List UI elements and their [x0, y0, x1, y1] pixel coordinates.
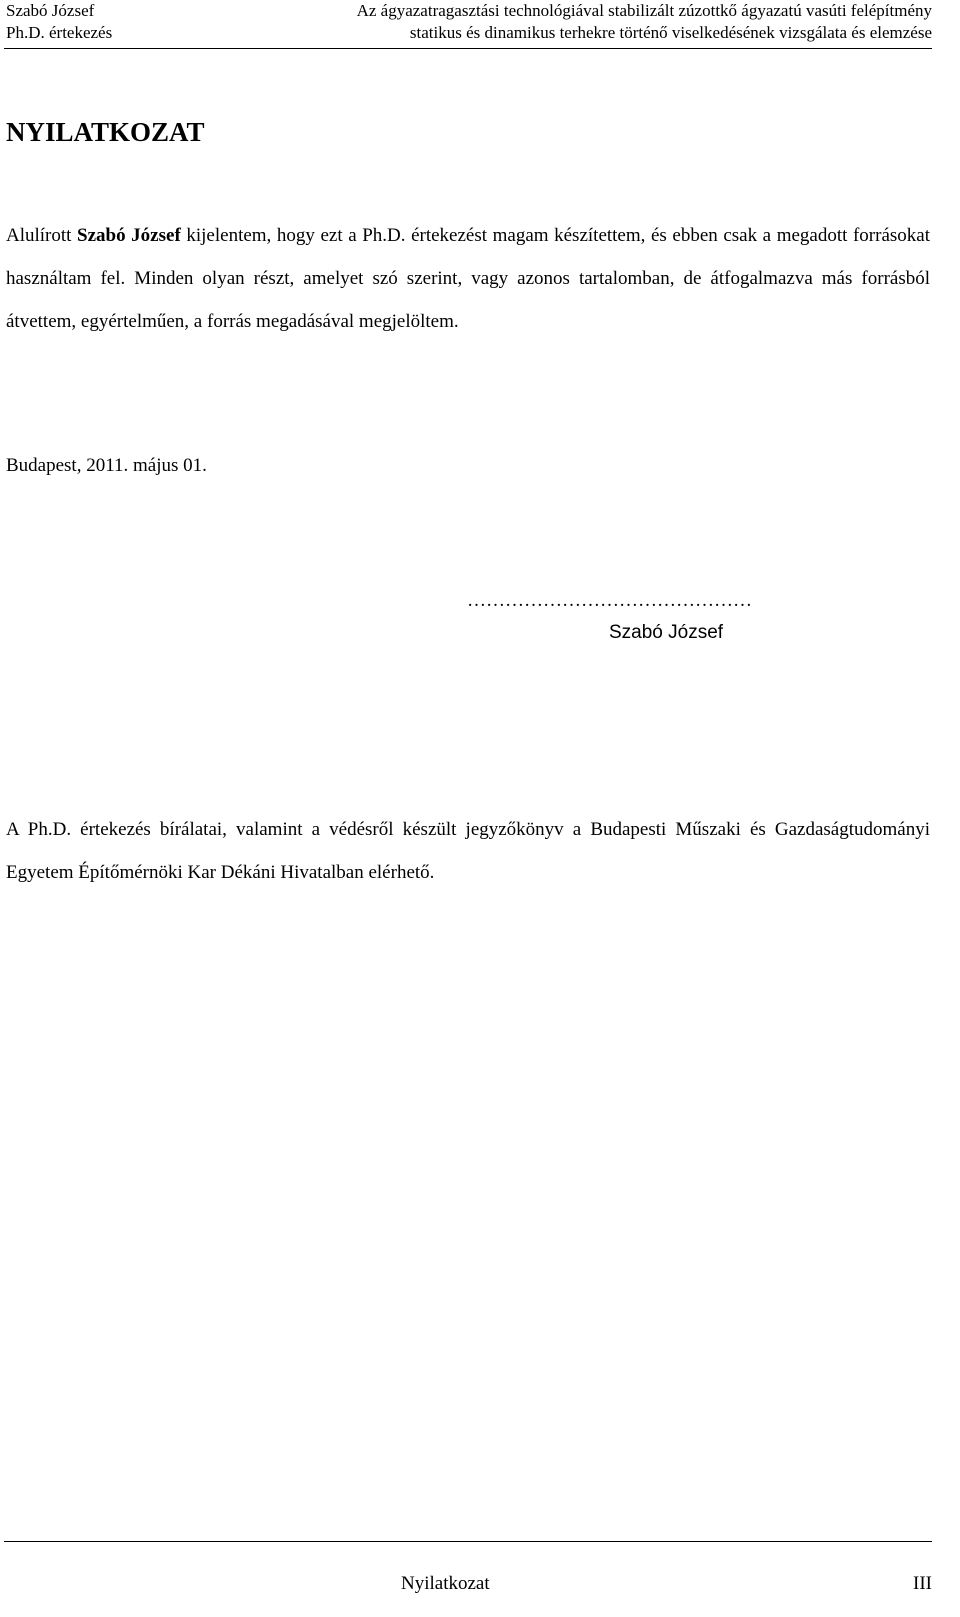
- declarant-name: Szabó József: [77, 225, 181, 246]
- footer-section-name: Nyilatkozat: [401, 1573, 490, 1594]
- date-line: Budapest, 2011. május 01.: [6, 455, 207, 476]
- header-title-line2: statikus és dinamikus terhekre történő viselkedésének vizsgálata és elemzése: [409, 23, 932, 42]
- header-title-line1: Az ágyazatragasztási technológiával stabilizált zúzottkő ágyazatú vasúti felépítmény: [356, 1, 932, 20]
- availability-note: A Ph.D. értekezés bírálatai, valamint a védésről készült jegyzőkönyv a Budapesti Műszaki és Gazdaságtudományi Egyetem Építőmérnöki Kar Dékáni Hivatalban elérhető.: [6, 819, 930, 883]
- declaration-paragraph: [6, 214, 930, 343]
- signature-line: ………………………………………: [467, 590, 752, 611]
- header-doc-type: Ph.D. értekezés: [6, 23, 113, 42]
- header-divider: [4, 48, 932, 49]
- section-title: NYILATKOZAT: [6, 117, 205, 147]
- declaration-body: kijelentem, hogy ezt a Ph.D. értekezést magam készítettem, és ebben csak a megadott forrásokat használtam fel. Minden olyan részt, amelyet szó szerint, vagy azonos tartalomban, de átfogalmazva más forrásból átvettem, egyértelműen, a forrás megadásával megjelöltem.: [6, 225, 931, 332]
- header-left: [6, 0, 112, 44]
- header-author: Szabó József: [6, 1, 95, 20]
- footer-divider: [4, 1541, 932, 1542]
- declaration-prefix: Alulírott: [6, 225, 78, 246]
- signature-name: Szabó József: [609, 622, 724, 643]
- header-right: [357, 0, 932, 44]
- page-number: III: [913, 1573, 932, 1594]
